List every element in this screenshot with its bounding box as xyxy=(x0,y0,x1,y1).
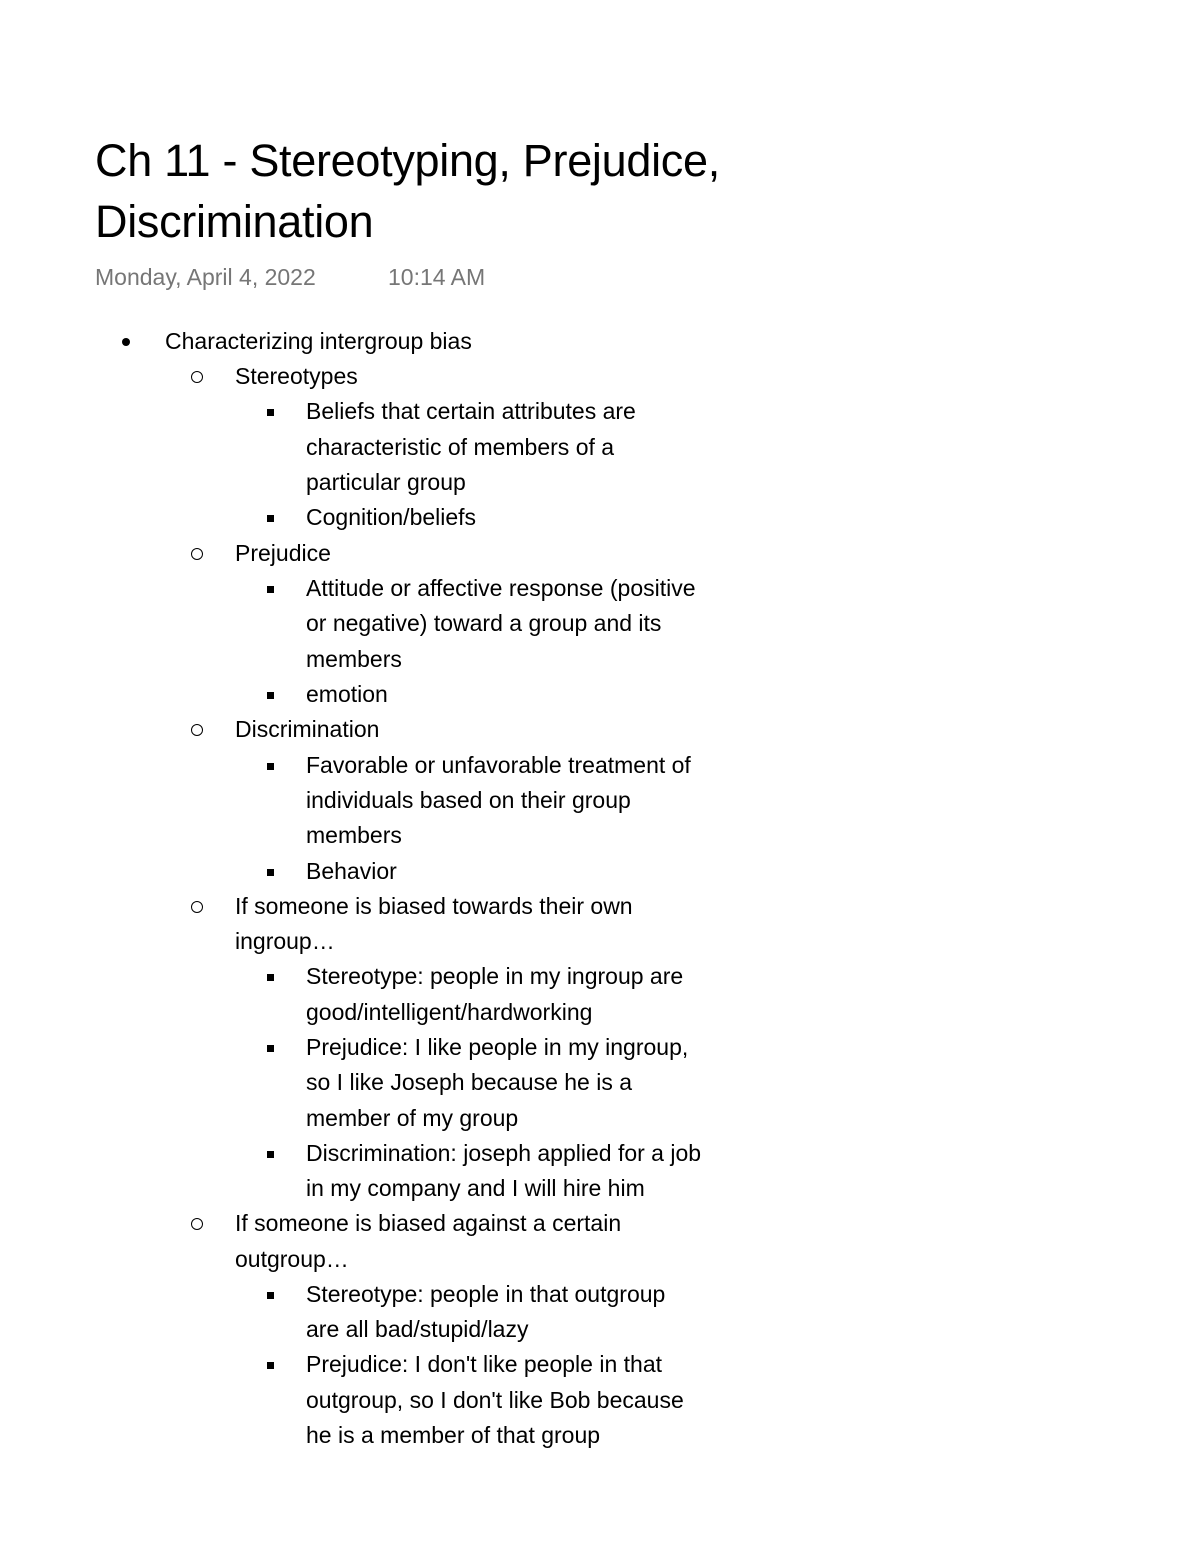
bullet-square-icon xyxy=(267,1030,274,1052)
outline-item: Stereotypes xyxy=(235,363,358,389)
bullet-square-icon xyxy=(267,677,274,699)
bullet-disc-icon xyxy=(122,324,130,346)
outline-item: Prejudice: I don't like people in that xyxy=(306,1351,663,1377)
outline-item: Cognition/beliefs xyxy=(306,504,477,530)
outline-item-continued: particular group xyxy=(306,469,466,495)
outline-item: Discrimination: joseph applied for a job xyxy=(306,1140,702,1166)
outline-item-continued: good/intelligent/hardworking xyxy=(306,999,593,1025)
outline-item-continued: or negative) toward a group and its xyxy=(306,610,662,636)
outline-item: If someone is biased towards their own xyxy=(235,893,633,919)
outline-item: Attitude or affective response (positive xyxy=(306,575,696,601)
outline-item-continued: he is a member of that group xyxy=(306,1422,601,1448)
outline-item: Prejudice: I like people in my ingroup, xyxy=(306,1034,689,1060)
outline-item-continued: are all bad/stupid/lazy xyxy=(306,1316,529,1342)
outline-item-continued: members xyxy=(306,822,402,848)
outline-item-continued: outgroup, so I don't like Bob because xyxy=(306,1387,684,1413)
outline-item-continued: so I like Joseph because he is a xyxy=(306,1069,633,1095)
outline-item: Behavior xyxy=(306,858,397,884)
bullet-square-icon xyxy=(267,394,274,416)
outline-item: Stereotype: people in that outgroup xyxy=(306,1281,666,1307)
page-timestamp xyxy=(95,262,486,292)
bullet-square-icon xyxy=(267,571,274,593)
page-title-line-2: Discrimination xyxy=(95,196,374,247)
outline-item: Discrimination xyxy=(235,716,380,742)
outline-item-continued: member of my group xyxy=(306,1105,519,1131)
bullet-square-icon xyxy=(267,854,274,876)
outline-item: Beliefs that certain attributes are xyxy=(306,398,636,424)
outline-item: Characterizing intergroup bias xyxy=(165,328,472,354)
bullet-square-icon xyxy=(267,500,274,522)
bullet-circle-icon xyxy=(191,1206,203,1230)
outline-item-continued: ingroup… xyxy=(235,928,335,954)
outline-item: Stereotype: people in my ingroup are xyxy=(306,963,684,989)
bullet-circle-icon xyxy=(191,359,203,383)
outline-item-continued: characteristic of members of a xyxy=(306,434,615,460)
outline-item: If someone is biased against a certain xyxy=(235,1210,622,1236)
bullet-square-icon xyxy=(267,748,274,770)
outline-item: Prejudice xyxy=(235,540,331,566)
bullet-square-icon xyxy=(267,1136,274,1158)
note-outline xyxy=(0,324,1200,1448)
bullet-circle-icon xyxy=(191,536,203,560)
outline-item-continued: outgroup… xyxy=(235,1246,349,1272)
page-title xyxy=(95,130,855,252)
bullet-circle-icon xyxy=(191,889,203,913)
outline-item-continued: in my company and I will hire him xyxy=(306,1175,645,1201)
outline-item: emotion xyxy=(306,681,388,707)
page-time: 10:14 AM xyxy=(388,264,486,290)
bullet-square-icon xyxy=(267,1347,274,1369)
page-date: Monday, April 4, 2022 xyxy=(95,264,316,290)
outline-item-continued: members xyxy=(306,646,402,672)
outline-item-continued: individuals based on their group xyxy=(306,787,631,813)
page-title-line-1: Ch 11 - Stereotyping, Prejudice, xyxy=(95,135,720,186)
bullet-circle-icon xyxy=(191,712,203,736)
outline-item: Favorable or unfavorable treatment of xyxy=(306,752,691,778)
bullet-square-icon xyxy=(267,1277,274,1299)
bullet-square-icon xyxy=(267,959,274,981)
